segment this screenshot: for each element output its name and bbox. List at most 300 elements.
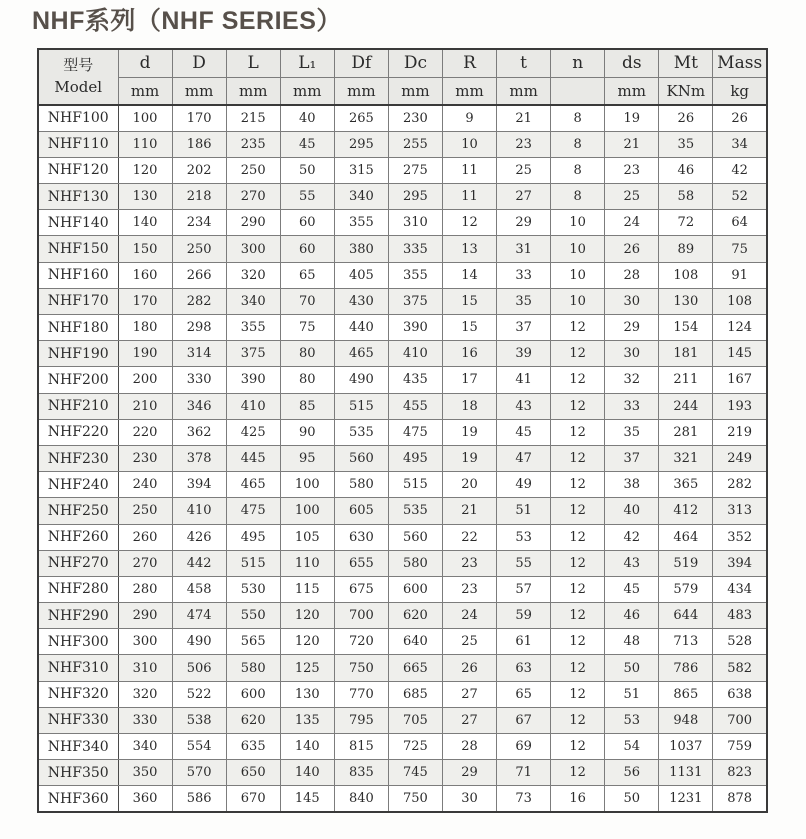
table-cell: 10 (551, 236, 605, 262)
table-cell: 270 (226, 184, 280, 210)
table-cell: 29 (605, 315, 659, 341)
table-cell: 145 (280, 786, 334, 812)
table-cell: 554 (172, 734, 226, 760)
table-cell: 63 (497, 655, 551, 681)
table-row (38, 550, 767, 576)
table-cell: 73 (497, 786, 551, 812)
table-cell: 12 (551, 393, 605, 419)
table-cell: 580 (334, 472, 388, 498)
column-header-symbol-11: Mass (713, 49, 767, 77)
column-header-unit-4: mm (334, 77, 388, 105)
table-cell: 506 (172, 655, 226, 681)
row-model-cell: NHF190 (38, 341, 118, 367)
table-cell: 605 (334, 498, 388, 524)
table-row (38, 367, 767, 393)
table-cell: 26 (442, 655, 496, 681)
header-row-units (38, 77, 767, 105)
table-cell: 202 (172, 157, 226, 183)
table-cell: 350 (118, 760, 172, 786)
table-cell: 54 (605, 734, 659, 760)
table-cell: 10 (551, 288, 605, 314)
table-cell: 8 (551, 157, 605, 183)
table-cell: 108 (659, 262, 713, 288)
table-cell: 100 (280, 472, 334, 498)
table-cell: 12 (551, 707, 605, 733)
table-cell: 538 (172, 707, 226, 733)
table-row (38, 498, 767, 524)
table-cell: 52 (713, 184, 767, 210)
table-cell: 282 (713, 472, 767, 498)
table-cell: 170 (118, 288, 172, 314)
table-cell: 340 (118, 734, 172, 760)
table-cell: 140 (280, 760, 334, 786)
nhf-series-table (37, 48, 768, 813)
table-cell: 22 (442, 524, 496, 550)
table-row (38, 315, 767, 341)
table-cell: 43 (497, 393, 551, 419)
table-cell: 140 (280, 734, 334, 760)
table-cell: 340 (226, 288, 280, 314)
table-cell: 59 (497, 603, 551, 629)
table-cell: 280 (118, 576, 172, 602)
table-cell: 465 (226, 472, 280, 498)
table-cell: 91 (713, 262, 767, 288)
table-cell: 620 (388, 603, 442, 629)
table-row (38, 184, 767, 210)
table-cell: 35 (497, 288, 551, 314)
table-cell: 21 (605, 131, 659, 157)
table-cell: 635 (226, 734, 280, 760)
table-body (38, 105, 767, 812)
table-cell: 124 (713, 315, 767, 341)
table-cell: 434 (713, 576, 767, 602)
table-cell: 27 (442, 681, 496, 707)
row-model-cell: NHF180 (38, 315, 118, 341)
table-cell: 200 (118, 367, 172, 393)
table-cell: 170 (172, 105, 226, 131)
row-model-cell: NHF270 (38, 550, 118, 576)
table-cell: 26 (713, 105, 767, 131)
table-cell: 89 (659, 236, 713, 262)
table-cell: 713 (659, 629, 713, 655)
table-cell: 560 (388, 524, 442, 550)
table-cell: 211 (659, 367, 713, 393)
table-cell: 69 (497, 734, 551, 760)
table-cell: 120 (118, 157, 172, 183)
table-cell: 700 (713, 707, 767, 733)
table-cell: 10 (551, 210, 605, 236)
table-cell: 720 (334, 629, 388, 655)
table-cell: 275 (388, 157, 442, 183)
table-cell: 57 (497, 576, 551, 602)
table-cell: 375 (388, 288, 442, 314)
table-cell: 43 (605, 550, 659, 576)
table-cell: 410 (388, 341, 442, 367)
table-cell: 260 (118, 524, 172, 550)
row-model-cell: NHF360 (38, 786, 118, 812)
row-model-cell: NHF240 (38, 472, 118, 498)
table-cell: 24 (442, 603, 496, 629)
table-cell: 34 (713, 131, 767, 157)
table-row (38, 419, 767, 445)
table-cell: 321 (659, 445, 713, 471)
table-cell: 352 (713, 524, 767, 550)
column-header-unit-8 (551, 77, 605, 105)
table-cell: 535 (388, 498, 442, 524)
table-cell: 630 (334, 524, 388, 550)
table-cell: 375 (226, 341, 280, 367)
table-cell: 314 (172, 341, 226, 367)
row-model-cell: NHF220 (38, 419, 118, 445)
table-cell: 725 (388, 734, 442, 760)
column-header-model (38, 49, 118, 105)
column-header-unit-7: mm (497, 77, 551, 105)
table-cell: 75 (713, 236, 767, 262)
table-cell: 12 (551, 472, 605, 498)
table-cell: 42 (605, 524, 659, 550)
table-cell: 219 (713, 419, 767, 445)
table-cell: 586 (172, 786, 226, 812)
table-cell: 580 (388, 550, 442, 576)
table-cell: 105 (280, 524, 334, 550)
table-row (38, 734, 767, 760)
table-cell: 298 (172, 315, 226, 341)
table-cell: 21 (497, 105, 551, 131)
table-cell: 160 (118, 262, 172, 288)
table-cell: 675 (334, 576, 388, 602)
table-cell: 215 (226, 105, 280, 131)
table-cell: 12 (551, 341, 605, 367)
table-cell: 474 (172, 603, 226, 629)
table-cell: 12 (551, 629, 605, 655)
page-title: NHF系列（NHF SERIES） (32, 7, 342, 35)
table-cell: 560 (334, 445, 388, 471)
table-cell: 181 (659, 341, 713, 367)
table-cell: 37 (605, 445, 659, 471)
table-cell: 16 (551, 786, 605, 812)
table-cell: 30 (605, 341, 659, 367)
header-row-symbols (38, 49, 767, 77)
table-cell: 281 (659, 419, 713, 445)
row-model-cell: NHF200 (38, 367, 118, 393)
table-row (38, 262, 767, 288)
table-cell: 670 (226, 786, 280, 812)
table-cell: 815 (334, 734, 388, 760)
table-cell: 50 (280, 157, 334, 183)
table-cell: 64 (713, 210, 767, 236)
table-cell: 65 (497, 681, 551, 707)
row-model-cell: NHF160 (38, 262, 118, 288)
table-cell: 29 (442, 760, 496, 786)
table-cell: 9 (442, 105, 496, 131)
table-cell: 186 (172, 131, 226, 157)
table-cell: 120 (280, 629, 334, 655)
table-cell: 490 (172, 629, 226, 655)
table-cell: 30 (442, 786, 496, 812)
table-cell: 46 (605, 603, 659, 629)
table-cell: 75 (280, 315, 334, 341)
table-cell: 750 (388, 786, 442, 812)
table-cell: 390 (388, 315, 442, 341)
table-cell: 40 (605, 498, 659, 524)
table-cell: 522 (172, 681, 226, 707)
table-cell: 27 (442, 707, 496, 733)
table-cell: 51 (497, 498, 551, 524)
table-row (38, 236, 767, 262)
table-cell: 515 (334, 393, 388, 419)
table-cell: 355 (334, 210, 388, 236)
table-cell: 570 (172, 760, 226, 786)
table-cell: 705 (388, 707, 442, 733)
table-cell: 53 (497, 524, 551, 550)
row-model-cell: NHF310 (38, 655, 118, 681)
column-header-symbol-10: Mt (659, 49, 713, 77)
table-row (38, 341, 767, 367)
table-cell: 67 (497, 707, 551, 733)
table-cell: 56 (605, 760, 659, 786)
table-cell: 61 (497, 629, 551, 655)
table-cell: 330 (172, 367, 226, 393)
table-cell: 426 (172, 524, 226, 550)
table-cell: 265 (334, 105, 388, 131)
column-header-symbol-3: L₁ (280, 49, 334, 77)
column-header-unit-1: mm (172, 77, 226, 105)
table-row (38, 393, 767, 419)
table-cell: 19 (442, 445, 496, 471)
table-cell: 580 (226, 655, 280, 681)
table-cell: 464 (659, 524, 713, 550)
table-cell: 655 (334, 550, 388, 576)
table-cell: 23 (442, 550, 496, 576)
table-row (38, 472, 767, 498)
table-cell: 458 (172, 576, 226, 602)
table-cell: 1131 (659, 760, 713, 786)
table-cell: 23 (442, 576, 496, 602)
table-cell: 365 (659, 472, 713, 498)
table-cell: 313 (713, 498, 767, 524)
column-header-symbol-9: ds (605, 49, 659, 77)
table-cell: 26 (605, 236, 659, 262)
table-cell: 33 (497, 262, 551, 288)
table-cell: 28 (605, 262, 659, 288)
table-cell: 24 (605, 210, 659, 236)
model-label-en: Model (54, 78, 103, 96)
table-row (38, 655, 767, 681)
table-cell: 565 (226, 629, 280, 655)
table-cell: 71 (497, 760, 551, 786)
table-cell: 13 (442, 236, 496, 262)
table-cell: 45 (497, 419, 551, 445)
table-cell: 21 (442, 498, 496, 524)
table-cell: 750 (334, 655, 388, 681)
table-cell: 250 (118, 498, 172, 524)
table-cell: 41 (497, 367, 551, 393)
table-cell: 12 (551, 498, 605, 524)
table-row (38, 105, 767, 131)
table-cell: 115 (280, 576, 334, 602)
table-cell: 8 (551, 131, 605, 157)
table-cell: 29 (497, 210, 551, 236)
table-cell: 12 (551, 550, 605, 576)
table-cell: 865 (659, 681, 713, 707)
table-cell: 315 (334, 157, 388, 183)
table-cell: 300 (118, 629, 172, 655)
table-cell: 25 (605, 184, 659, 210)
table-cell: 600 (388, 576, 442, 602)
table-cell: 47 (497, 445, 551, 471)
row-model-cell: NHF260 (38, 524, 118, 550)
row-model-cell: NHF280 (38, 576, 118, 602)
table-cell: 445 (226, 445, 280, 471)
table-cell: 100 (118, 105, 172, 131)
row-model-cell: NHF340 (38, 734, 118, 760)
table-cell: 19 (442, 419, 496, 445)
table-cell: 65 (280, 262, 334, 288)
table-cell: 440 (334, 315, 388, 341)
table-cell: 320 (226, 262, 280, 288)
table-cell: 249 (713, 445, 767, 471)
table-cell: 193 (713, 393, 767, 419)
table-cell: 483 (713, 603, 767, 629)
table-cell: 579 (659, 576, 713, 602)
table-cell: 55 (497, 550, 551, 576)
column-header-symbol-2: L (226, 49, 280, 77)
table-cell: 795 (334, 707, 388, 733)
table-cell: 878 (713, 786, 767, 812)
table-cell: 38 (605, 472, 659, 498)
table-cell: 145 (713, 341, 767, 367)
table-cell: 250 (226, 157, 280, 183)
table-cell: 346 (172, 393, 226, 419)
table-cell: 26 (659, 105, 713, 131)
column-header-symbol-5: Dc (388, 49, 442, 77)
table-cell: 50 (605, 655, 659, 681)
table-cell: 167 (713, 367, 767, 393)
table-cell: 300 (226, 236, 280, 262)
table-cell: 380 (334, 236, 388, 262)
table-cell: 530 (226, 576, 280, 602)
table-cell: 50 (605, 786, 659, 812)
table-cell: 330 (118, 707, 172, 733)
table-cell: 25 (497, 157, 551, 183)
table-cell: 650 (226, 760, 280, 786)
table-cell: 266 (172, 262, 226, 288)
table-cell: 25 (442, 629, 496, 655)
table-cell: 80 (280, 367, 334, 393)
table-cell: 23 (605, 157, 659, 183)
table-cell: 120 (280, 603, 334, 629)
table-cell: 770 (334, 681, 388, 707)
table-cell: 412 (659, 498, 713, 524)
table-cell: 45 (280, 131, 334, 157)
table-cell: 700 (334, 603, 388, 629)
row-model-cell: NHF250 (38, 498, 118, 524)
table-cell: 11 (442, 184, 496, 210)
row-model-cell: NHF150 (38, 236, 118, 262)
table-cell: 355 (226, 315, 280, 341)
table-cell: 840 (334, 786, 388, 812)
table-cell: 362 (172, 419, 226, 445)
row-model-cell: NHF320 (38, 681, 118, 707)
table-cell: 37 (497, 315, 551, 341)
table-cell: 410 (226, 393, 280, 419)
table-cell: 295 (388, 184, 442, 210)
table-cell: 190 (118, 341, 172, 367)
table-cell: 45 (605, 576, 659, 602)
table-cell: 12 (551, 419, 605, 445)
row-model-cell: NHF140 (38, 210, 118, 236)
table-cell: 355 (388, 262, 442, 288)
table-cell: 745 (388, 760, 442, 786)
table-cell: 8 (551, 105, 605, 131)
column-header-unit-3: mm (280, 77, 334, 105)
table-cell: 405 (334, 262, 388, 288)
table-cell: 490 (334, 367, 388, 393)
table-cell: 12 (551, 760, 605, 786)
table-cell: 425 (226, 419, 280, 445)
table-cell: 410 (172, 498, 226, 524)
table-cell: 49 (497, 472, 551, 498)
table-row (38, 603, 767, 629)
row-model-cell: NHF350 (38, 760, 118, 786)
table-cell: 90 (280, 419, 334, 445)
column-header-symbol-0: d (118, 49, 172, 77)
row-model-cell: NHF330 (38, 707, 118, 733)
table-cell: 15 (442, 288, 496, 314)
row-model-cell: NHF120 (38, 157, 118, 183)
table-cell: 28 (442, 734, 496, 760)
table-cell: 310 (388, 210, 442, 236)
table-cell: 240 (118, 472, 172, 498)
table-cell: 18 (442, 393, 496, 419)
table-cell: 475 (388, 419, 442, 445)
table-cell: 95 (280, 445, 334, 471)
row-model-cell: NHF230 (38, 445, 118, 471)
table-cell: 644 (659, 603, 713, 629)
table-cell: 250 (172, 236, 226, 262)
table-cell: 528 (713, 629, 767, 655)
table-cell: 39 (497, 341, 551, 367)
table-cell: 230 (118, 445, 172, 471)
table-cell: 282 (172, 288, 226, 314)
table-cell: 125 (280, 655, 334, 681)
table-cell: 12 (442, 210, 496, 236)
table-cell: 12 (551, 681, 605, 707)
column-header-unit-5: mm (388, 77, 442, 105)
table-cell: 33 (605, 393, 659, 419)
column-header-unit-11: kg (713, 77, 767, 105)
table-cell: 786 (659, 655, 713, 681)
table-cell: 948 (659, 707, 713, 733)
table-cell: 12 (551, 603, 605, 629)
table-cell: 27 (497, 184, 551, 210)
column-header-unit-6: mm (442, 77, 496, 105)
table-cell: 835 (334, 760, 388, 786)
column-header-unit-10: KNm (659, 77, 713, 105)
row-model-cell: NHF170 (38, 288, 118, 314)
table-cell: 140 (118, 210, 172, 236)
table-cell: 130 (280, 681, 334, 707)
table-cell: 455 (388, 393, 442, 419)
table-cell: 290 (118, 603, 172, 629)
model-label-cn: 型号 (63, 56, 94, 75)
table-cell: 12 (551, 445, 605, 471)
table-cell: 475 (226, 498, 280, 524)
table-cell: 85 (280, 393, 334, 419)
table-cell: 360 (118, 786, 172, 812)
row-model-cell: NHF290 (38, 603, 118, 629)
column-header-symbol-1: D (172, 49, 226, 77)
